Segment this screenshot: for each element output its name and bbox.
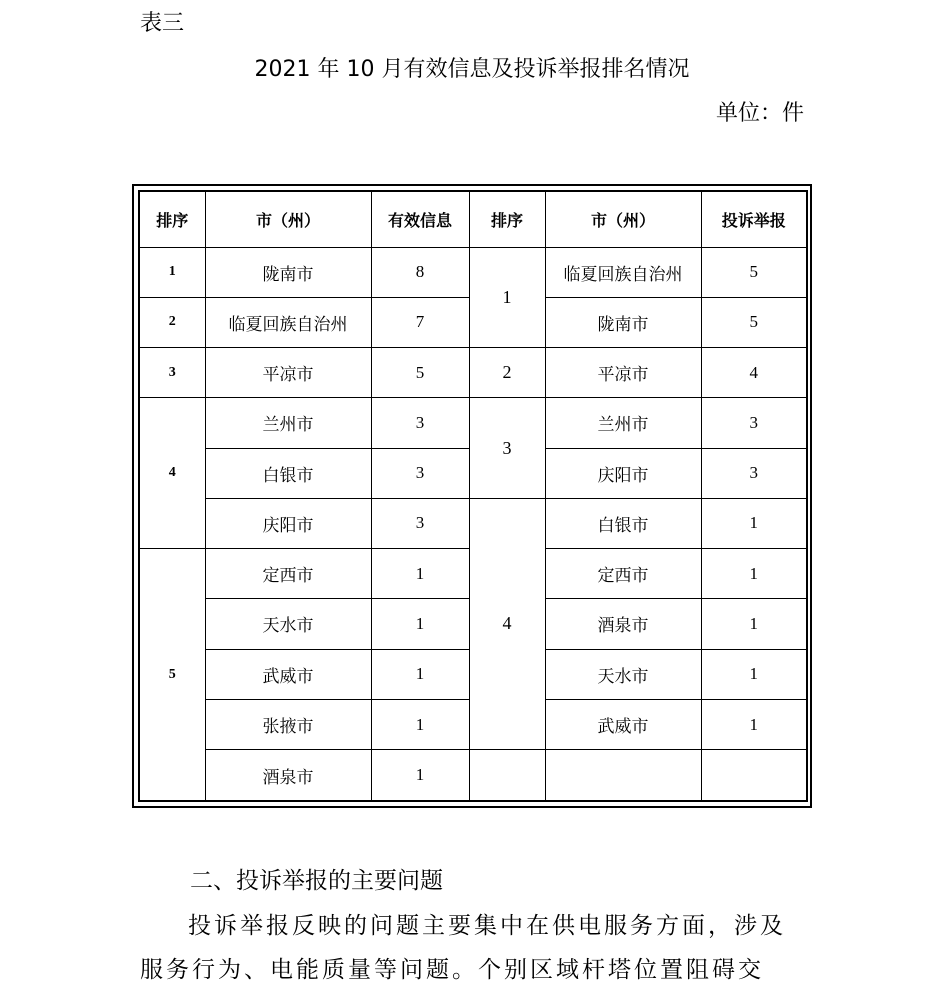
- ranking-table-frame: [132, 184, 812, 808]
- complaints-cell: 4: [701, 348, 807, 398]
- right-rank-cell: 3: [469, 398, 545, 499]
- header-valid-info: 有效信息: [371, 191, 469, 247]
- valid-info-cell: 1: [371, 699, 469, 749]
- complaints-cell: 3: [701, 448, 807, 498]
- left-rank-cell: 5: [139, 549, 205, 801]
- valid-info-cell: 5: [371, 348, 469, 398]
- left-city-cell: 白银市: [205, 448, 371, 498]
- table-label: 表三: [140, 11, 185, 36]
- left-city-cell: 武威市: [205, 649, 371, 699]
- paragraph-line: [140, 904, 812, 948]
- right-city-cell: 兰州市: [545, 398, 701, 448]
- valid-info-cell: 1: [371, 599, 469, 649]
- left-rank-cell: 4: [139, 398, 205, 549]
- right-city-cell: 陇南市: [545, 297, 701, 347]
- table-row: [139, 348, 807, 398]
- table-row: [139, 498, 807, 548]
- valid-info-cell: 8: [371, 247, 469, 297]
- left-city-cell: 庆阳市: [205, 498, 371, 548]
- right-city-cell: 平凉市: [545, 348, 701, 398]
- section-heading: 二、投诉举报的主要问题: [190, 868, 443, 894]
- valid-info-cell: 1: [371, 549, 469, 599]
- table-header-row: [139, 191, 807, 247]
- right-city-cell: 白银市: [545, 498, 701, 548]
- left-city-cell: 酒泉市: [205, 750, 371, 801]
- left-rank-cell: 3: [139, 348, 205, 398]
- table-title: 2021 年 10 月有效信息及投诉举报排名情况: [254, 57, 690, 82]
- right-city-cell: 定西市: [545, 549, 701, 599]
- left-city-cell: 天水市: [205, 599, 371, 649]
- right-city-cell: 庆阳市: [545, 448, 701, 498]
- right-city-cell: 武威市: [545, 699, 701, 749]
- valid-info-cell: 3: [371, 498, 469, 548]
- right-rank-cell: 1: [469, 247, 545, 348]
- left-rank-cell: 1: [139, 247, 205, 297]
- complaints-cell: 5: [701, 297, 807, 347]
- header-rank-left: 排序: [139, 191, 205, 247]
- complaints-cell: 5: [701, 247, 807, 297]
- right-city-cell: 酒泉市: [545, 599, 701, 649]
- header-rank-right: 排序: [469, 191, 545, 247]
- table-row: [139, 750, 807, 801]
- left-city-cell: 定西市: [205, 549, 371, 599]
- valid-info-cell: 3: [371, 398, 469, 448]
- complaints-cell: 1: [701, 599, 807, 649]
- table-row: [139, 247, 807, 297]
- paragraph-line-text: 投诉举报反映的问题主要集中在供电服务方面，涉及: [188, 913, 786, 939]
- left-city-cell: 临夏回族自治州: [205, 297, 371, 347]
- ranking-table: [138, 190, 808, 802]
- complaints-cell: 1: [701, 498, 807, 548]
- paragraph-line-text: 服务行为、电能质量等问题。个别区域杆塔位置阻碍交: [140, 957, 764, 983]
- complaints-cell: 1: [701, 699, 807, 749]
- right-rank-cell: 4: [469, 498, 545, 749]
- empty-cell: [545, 750, 701, 801]
- valid-info-cell: 3: [371, 448, 469, 498]
- right-rank-cell: 2: [469, 348, 545, 398]
- left-rank-cell: 2: [139, 297, 205, 347]
- left-city-cell: 兰州市: [205, 398, 371, 448]
- valid-info-cell: 7: [371, 297, 469, 347]
- left-city-cell: 张掖市: [205, 699, 371, 749]
- paragraph-line: [140, 948, 812, 992]
- table-row: [139, 398, 807, 448]
- empty-cell: [701, 750, 807, 801]
- empty-cell: [469, 750, 545, 801]
- complaints-cell: 1: [701, 649, 807, 699]
- header-complaints: 投诉举报: [701, 191, 807, 247]
- header-city-left: 市（州）: [205, 191, 371, 247]
- left-city-cell: 陇南市: [205, 247, 371, 297]
- right-city-cell: 临夏回族自治州: [545, 247, 701, 297]
- complaints-cell: 3: [701, 398, 807, 448]
- valid-info-cell: 1: [371, 750, 469, 801]
- header-city-right: 市（州）: [545, 191, 701, 247]
- body-paragraph: [140, 904, 812, 992]
- complaints-cell: 1: [701, 549, 807, 599]
- unit-label: 单位：件: [715, 101, 804, 126]
- right-city-cell: 天水市: [545, 649, 701, 699]
- valid-info-cell: 1: [371, 649, 469, 699]
- left-city-cell: 平凉市: [205, 348, 371, 398]
